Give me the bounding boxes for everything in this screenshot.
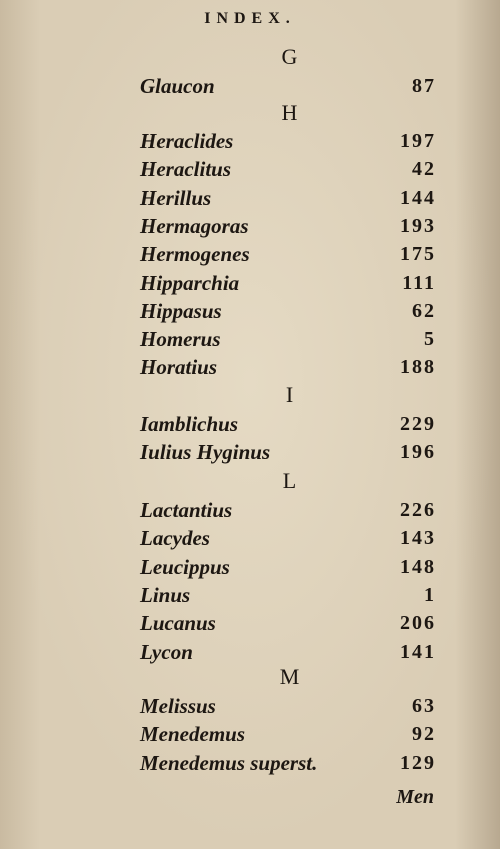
entry-page-number: 63 xyxy=(412,695,436,717)
entry-page-number: 175 xyxy=(400,243,436,266)
section-letter-l: L xyxy=(282,468,298,493)
section-letter-g: G xyxy=(281,44,299,69)
entry-page-number: 229 xyxy=(400,413,436,435)
entry-name: Lucanus xyxy=(140,611,216,636)
entry-name: Glaucon xyxy=(140,74,215,98)
entry-page-number: 141 xyxy=(400,640,436,663)
entry-name: Hermogenes xyxy=(140,242,250,267)
entry-name: Herillus xyxy=(140,185,212,210)
index-entry xyxy=(140,325,436,353)
entry-page-number: 143 xyxy=(400,527,436,550)
section-letter-i: I xyxy=(285,382,295,407)
index-entry xyxy=(140,438,436,466)
index-entry xyxy=(140,240,436,268)
index-entry xyxy=(140,72,436,100)
entry-name: Lactantius xyxy=(140,498,233,522)
entry-name: Melissus xyxy=(140,694,216,718)
entry-name: Leucippus xyxy=(140,554,230,579)
entry-page-number: 92 xyxy=(412,723,436,746)
index-entry xyxy=(140,638,436,666)
entry-name: Lacydes xyxy=(140,526,210,551)
index-entry xyxy=(140,127,436,155)
index-entry xyxy=(140,692,436,720)
catchword: Men xyxy=(396,786,434,808)
entry-page-number: 111 xyxy=(402,271,436,294)
entry-name: Heraclitus xyxy=(140,157,232,182)
entry-page-number: 226 xyxy=(400,499,436,521)
section-letter-m: M xyxy=(279,664,301,689)
index-entry xyxy=(140,553,436,581)
entry-name: Hipparchia xyxy=(140,270,240,295)
section-letter-h: H xyxy=(281,100,299,125)
entry-name: Menedemus superst. xyxy=(140,750,318,775)
entry-name: Heraclides xyxy=(140,129,234,153)
index-entry xyxy=(140,269,436,297)
entry-page-number: 5 xyxy=(424,328,436,351)
entry-page-number: 188 xyxy=(400,356,436,379)
entry-name: Lycon xyxy=(140,639,193,664)
entry-page-number: 148 xyxy=(400,555,436,578)
index-entry xyxy=(140,212,436,240)
entry-name: Iamblichus xyxy=(140,412,239,436)
entry-name: Horatius xyxy=(140,355,218,380)
entry-page-number: 62 xyxy=(412,299,436,322)
entry-name: Linus xyxy=(140,582,191,607)
index-entry xyxy=(140,720,436,748)
entry-page-number: 144 xyxy=(400,186,436,209)
entry-name: Homerus xyxy=(140,327,221,352)
index-entry xyxy=(140,749,436,777)
entry-name: Iulius Hyginus xyxy=(140,440,271,465)
index-entry xyxy=(140,609,436,637)
entry-page-number: 87 xyxy=(412,75,436,97)
entry-name: Hermagoras xyxy=(140,213,249,238)
index-entry xyxy=(140,581,436,609)
entry-page-number: 1 xyxy=(424,583,436,606)
index-entry xyxy=(140,155,436,183)
entry-page-number: 206 xyxy=(400,612,436,635)
page-header: INDEX. xyxy=(204,10,296,27)
entry-page-number: 42 xyxy=(412,158,436,181)
entry-name: Menedemus xyxy=(140,722,245,747)
index-entry xyxy=(140,410,436,438)
index-entry xyxy=(140,184,436,212)
entry-name: Hippasus xyxy=(140,298,222,323)
index-entry xyxy=(140,297,436,325)
index-entry xyxy=(140,524,436,552)
index-entry xyxy=(140,353,436,381)
entry-page-number: 193 xyxy=(400,214,436,237)
index-entry xyxy=(140,496,436,524)
entry-page-number: 196 xyxy=(400,441,436,464)
entry-page-number: 197 xyxy=(400,130,436,152)
entry-page-number: 129 xyxy=(400,751,436,774)
